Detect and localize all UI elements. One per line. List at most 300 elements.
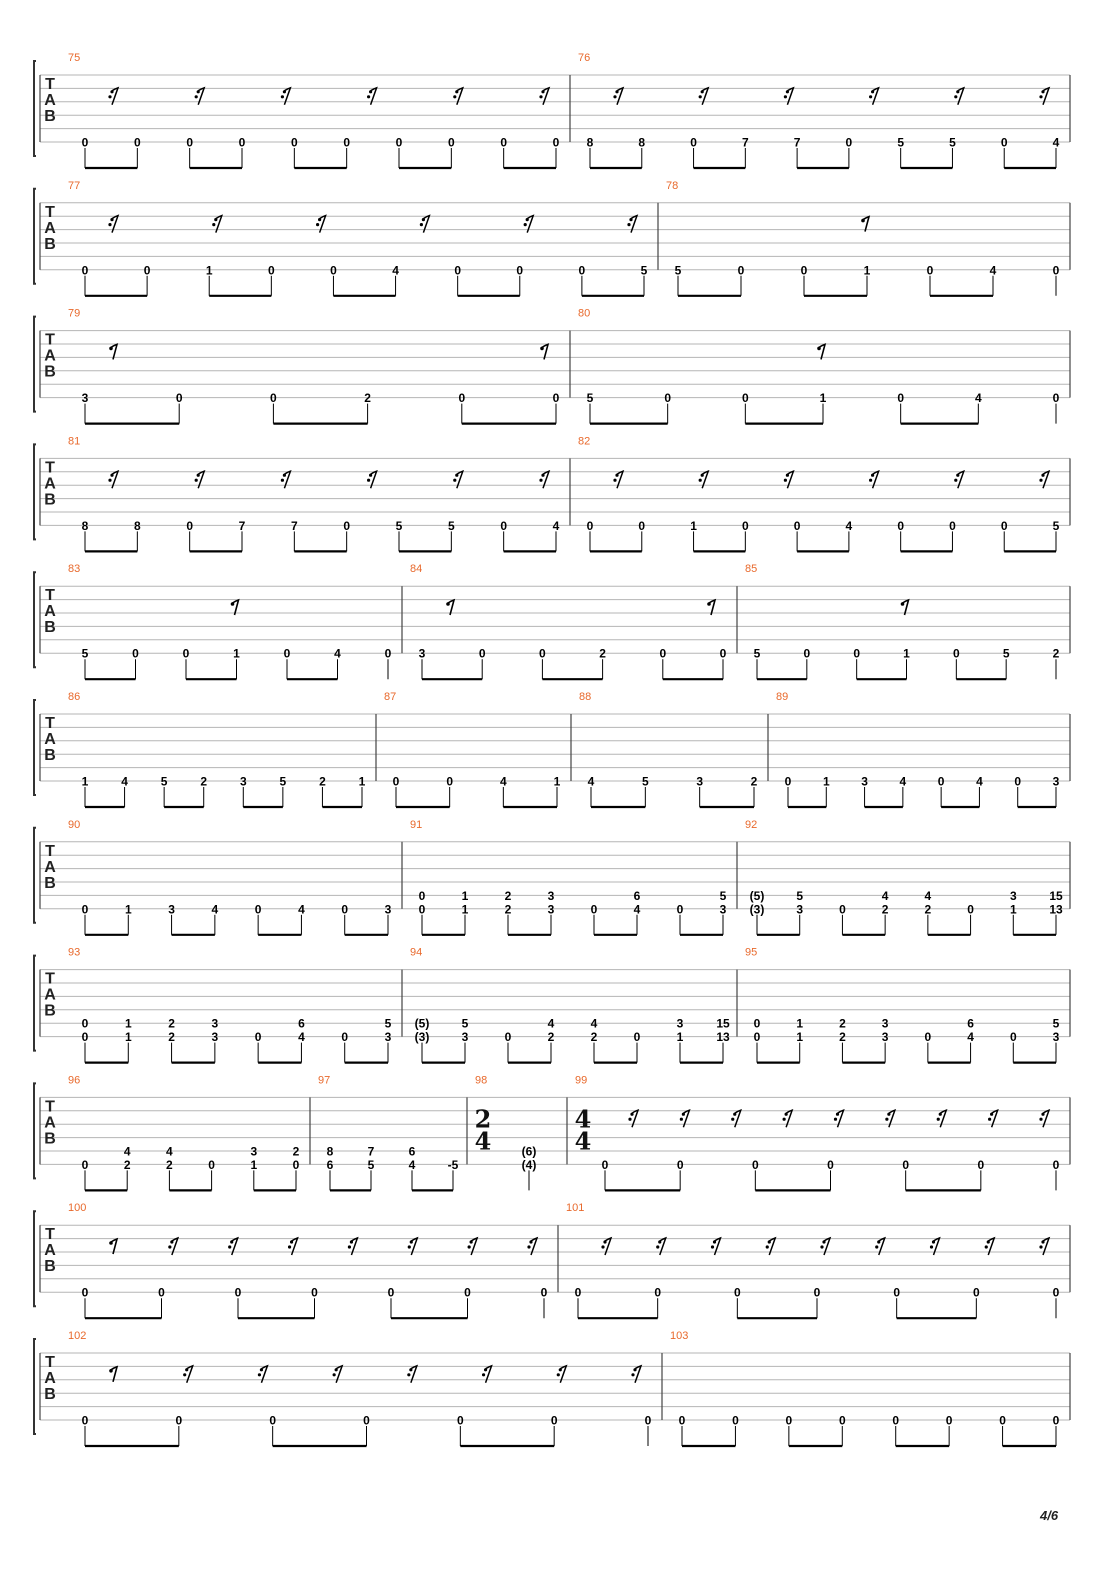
- bar-number: 79: [68, 307, 81, 320]
- tab-clef-letter: A: [44, 858, 56, 876]
- tab-clef-letter: A: [44, 92, 56, 109]
- bar-number: 77: [68, 179, 81, 192]
- tab-clef-letter: T: [45, 842, 55, 860]
- system-bracket: [34, 61, 36, 156]
- measure-77: [68, 180, 648, 296]
- fret-number: 4: [845, 518, 853, 533]
- measure-103: [662, 1330, 1060, 1446]
- measure-85: [737, 563, 1060, 679]
- fret-number: 0: [733, 1285, 741, 1300]
- fret-number: 6: [967, 1016, 974, 1031]
- tab-clef-letter: T: [45, 587, 55, 605]
- fret-number: 4: [1052, 135, 1060, 150]
- fret-number: 5: [395, 518, 403, 533]
- fret-number: 0: [269, 1413, 277, 1428]
- fret-number: 3: [796, 902, 804, 917]
- bar-number: 95: [745, 946, 758, 959]
- measure-98: [467, 1074, 536, 1190]
- fret-number: 0: [678, 1413, 686, 1428]
- fret-number: 0: [500, 518, 508, 533]
- tab-clef-letter: A: [44, 1114, 56, 1132]
- fret-number: 4: [881, 888, 889, 903]
- fret-number: 0: [81, 1413, 89, 1428]
- fret-number: 0: [839, 902, 846, 917]
- fret-number: 4: [899, 774, 907, 789]
- fret-number: 0: [638, 518, 646, 533]
- tab-clef-letter: B: [44, 874, 56, 892]
- fret-number: 0: [813, 1285, 821, 1300]
- fret-number: 0: [132, 646, 139, 661]
- tab-clef-letter: B: [44, 491, 56, 509]
- tab-clef-letter: B: [44, 1258, 56, 1276]
- fret-number: 4: [392, 263, 399, 278]
- measure-94: [402, 947, 730, 1063]
- system-bracket: [34, 572, 36, 667]
- fret-number: 2: [839, 1030, 846, 1045]
- tab-clef-letter: T: [45, 1098, 55, 1116]
- tab-clef-letter: B: [44, 619, 56, 637]
- fret-number: 5: [1002, 646, 1010, 661]
- tab-clef-letter: B: [44, 108, 56, 125]
- fret-number: 0: [81, 135, 89, 150]
- fret-number: 0: [676, 1157, 684, 1172]
- fret-number: 0: [343, 518, 351, 533]
- fret-number: 0: [784, 774, 792, 789]
- fret-number: 1: [819, 391, 827, 406]
- fret-number: 0: [238, 135, 246, 150]
- time-signature-digit: 4: [574, 1126, 592, 1156]
- fret-number: 0: [937, 774, 945, 789]
- fret-number: 2: [168, 1016, 175, 1031]
- fret-number: 1: [205, 263, 213, 278]
- fret-number: 0: [267, 263, 275, 278]
- fret-number: 0: [902, 1157, 910, 1172]
- fret-number: 3: [211, 1030, 219, 1045]
- tab-system: [34, 308, 1070, 424]
- fret-number: 6: [298, 1016, 305, 1031]
- fret-number: 5: [461, 1016, 469, 1031]
- fret-number: 0: [395, 135, 403, 150]
- tab-clef-letter: T: [45, 715, 55, 732]
- fret-number: 0: [827, 1157, 834, 1172]
- fret-number: 5: [641, 774, 649, 789]
- bar-number: 76: [578, 52, 591, 64]
- bar-number: 97: [318, 1074, 331, 1087]
- time-signature-digit: 4: [474, 1126, 492, 1156]
- fret-number: 0: [341, 1030, 349, 1045]
- fret-number: 1: [81, 774, 89, 789]
- measure-97: [310, 1074, 459, 1190]
- fret-number: 0: [1052, 1157, 1060, 1172]
- measure-88: [571, 691, 758, 807]
- tab-clef-letter: A: [44, 219, 56, 237]
- bar-number: 92: [745, 818, 758, 831]
- measure-75: [68, 52, 560, 168]
- tab-clef-letter: T: [45, 76, 55, 93]
- fret-number: 1: [461, 902, 469, 917]
- fret-number: 0: [753, 1016, 761, 1031]
- tab-system: [34, 1202, 1070, 1318]
- fret-number: 0: [659, 646, 667, 661]
- system-bracket: [34, 956, 36, 1051]
- fret-number: 0: [838, 1413, 846, 1428]
- fret-number: 0: [1000, 518, 1008, 533]
- measure-92: [737, 819, 1063, 935]
- fret-number: 1: [358, 774, 366, 789]
- tab-clef-letter: A: [44, 475, 56, 493]
- fret-number: 0: [384, 646, 392, 661]
- fret-number: 0: [464, 1285, 471, 1300]
- fret-number: 5: [796, 888, 804, 903]
- fret-number: 0: [972, 1285, 980, 1300]
- fret-number: 0: [81, 1157, 89, 1172]
- fret-number: 2: [881, 902, 889, 917]
- fret-number: 3: [861, 774, 868, 789]
- fret-number: 0: [633, 1030, 641, 1045]
- fret-number: 5: [753, 646, 761, 661]
- fret-number: 0: [516, 263, 524, 278]
- fret-number: 6: [326, 1157, 334, 1172]
- fret-number: 0: [977, 1157, 985, 1172]
- tab-clef-letter: B: [44, 1130, 56, 1148]
- fret-number: 6: [633, 888, 641, 903]
- fret-number: 0: [1014, 774, 1022, 789]
- fret-number: 0: [81, 1030, 89, 1045]
- fret-number: 3: [547, 902, 555, 917]
- fret-number: 6: [408, 1144, 416, 1159]
- fret-number: 2: [200, 774, 208, 789]
- bar-number: 81: [68, 435, 81, 448]
- fret-number: 3: [881, 1016, 889, 1031]
- measure-87: [376, 691, 561, 807]
- fret-number: 0: [601, 1157, 609, 1172]
- measure-89: [768, 691, 1060, 807]
- fret-number: 7: [290, 518, 298, 533]
- fret-number: 15: [716, 1016, 730, 1031]
- fret-number: 8: [586, 135, 594, 150]
- fret-number: 2: [319, 774, 326, 789]
- bar-number: 83: [68, 563, 81, 576]
- measure-82: [570, 435, 1060, 551]
- fret-number: 1: [124, 902, 132, 917]
- fret-number: 8: [81, 518, 89, 533]
- fret-number: 0: [387, 1285, 395, 1300]
- fret-number: 5: [1052, 518, 1060, 533]
- fret-number: 0: [1052, 1285, 1060, 1300]
- fret-number: 4: [121, 774, 128, 789]
- fret-number: 0: [81, 1016, 89, 1031]
- fret-number: -5: [447, 1157, 459, 1172]
- fret-number: 0: [446, 774, 454, 789]
- fret-number: 1: [676, 1030, 684, 1045]
- measure-100: [68, 1202, 548, 1318]
- tab-clef-letter: T: [45, 459, 55, 477]
- fret-number: 0: [478, 646, 486, 661]
- bar-number: 96: [68, 1074, 81, 1087]
- tab-clef-letter: B: [44, 363, 56, 381]
- fret-number: 0: [341, 902, 349, 917]
- fret-number: 0: [590, 902, 598, 917]
- fret-number: 0: [737, 263, 745, 278]
- fret-number: 0: [283, 646, 291, 661]
- fret-number: 0: [793, 518, 801, 533]
- fret-number: 3: [1052, 774, 1060, 789]
- fret-number: 2: [504, 902, 512, 917]
- fret-number: 0: [949, 518, 956, 533]
- fret-number: 0: [133, 135, 141, 150]
- bar-number: 101: [566, 1202, 585, 1215]
- fret-number: (5): [749, 888, 765, 903]
- fret-number: 1: [903, 646, 910, 661]
- fret-number: 0: [254, 1030, 262, 1045]
- fret-number: 4: [166, 1144, 173, 1159]
- tab-clef-letter: T: [45, 1354, 55, 1371]
- fret-number: 0: [343, 135, 351, 150]
- fret-number: 2: [599, 646, 606, 661]
- measure-80: [570, 308, 1060, 424]
- fret-number: 2: [839, 1016, 846, 1031]
- system-bracket: [34, 317, 36, 412]
- fret-number: 4: [552, 518, 560, 533]
- system-bracket: [34, 1211, 36, 1306]
- bar-number: 86: [68, 691, 81, 703]
- tab-system: [34, 691, 1070, 807]
- fret-number: 0: [690, 135, 697, 150]
- fret-number: 4: [298, 1030, 305, 1045]
- measure-78: [658, 180, 1060, 296]
- fret-number: 0: [456, 1413, 464, 1428]
- measure-76: [570, 52, 1060, 168]
- fret-number: 0: [552, 135, 560, 150]
- fret-number: 3: [81, 391, 89, 406]
- fret-number: 0: [926, 263, 934, 278]
- fret-number: 0: [539, 646, 546, 661]
- fret-number: 0: [893, 1285, 901, 1300]
- bar-number: 84: [410, 563, 423, 576]
- tab-clef-letter: A: [44, 986, 56, 1004]
- fret-number: 0: [270, 391, 277, 406]
- fret-number: 0: [143, 263, 151, 278]
- tab-clef-letter: A: [44, 347, 56, 365]
- fret-number: 0: [952, 646, 960, 661]
- fret-number: 0: [500, 135, 508, 150]
- bar-number: 80: [578, 307, 591, 320]
- fret-number: 5: [1052, 1016, 1060, 1031]
- bar-number: 102: [68, 1330, 87, 1342]
- fret-number: 4: [334, 646, 341, 661]
- fret-number: 2: [547, 1030, 555, 1045]
- fret-number: 0: [504, 1030, 512, 1045]
- measure-101: [558, 1202, 1060, 1318]
- fret-number: 0: [644, 1413, 652, 1428]
- fret-number: 0: [447, 135, 455, 150]
- fret-number: 0: [751, 1157, 759, 1172]
- fret-number: 0: [892, 1413, 900, 1428]
- fret-number: 0: [785, 1413, 793, 1428]
- fret-number: (6): [521, 1144, 537, 1159]
- bar-number: 90: [68, 818, 81, 831]
- measure-86: [68, 691, 366, 807]
- fret-number: 3: [168, 902, 175, 917]
- fret-number: 13: [1049, 902, 1063, 917]
- fret-number: 0: [732, 1413, 739, 1428]
- fret-number: 0: [81, 902, 89, 917]
- fret-number: 4: [298, 902, 305, 917]
- fret-number: 3: [461, 1030, 469, 1045]
- fret-number: 7: [367, 1144, 375, 1159]
- fret-number: 2: [168, 1030, 175, 1045]
- fret-number: 0: [753, 1030, 761, 1045]
- tab-clef-letter: A: [44, 731, 56, 748]
- bar-number: 100: [68, 1202, 87, 1215]
- fret-number: 0: [800, 263, 808, 278]
- fret-number: 5: [384, 1016, 392, 1031]
- fret-number: 0: [1052, 391, 1060, 406]
- tab-system: [34, 563, 1070, 679]
- fret-number: 4: [974, 391, 982, 406]
- fret-number: 0: [924, 1030, 932, 1045]
- fret-number: 0: [719, 646, 727, 661]
- fret-number: 0: [392, 774, 400, 789]
- fret-number: 1: [124, 1030, 132, 1045]
- measure-95: [737, 947, 1060, 1063]
- fret-number: 4: [976, 774, 983, 789]
- fret-number: 0: [175, 1413, 183, 1428]
- tab-system: [34, 819, 1070, 935]
- fret-number: 2: [924, 902, 932, 917]
- fret-number: 3: [250, 1144, 258, 1159]
- system-bracket: [34, 1083, 36, 1178]
- fret-number: 0: [578, 263, 586, 278]
- fret-number: 1: [124, 1016, 132, 1031]
- fret-number: 0: [897, 518, 905, 533]
- system-bracket: [34, 444, 36, 539]
- fret-number: 0: [311, 1285, 318, 1300]
- fret-number: 4: [967, 1030, 974, 1045]
- tab-clef-letter: A: [44, 1370, 56, 1387]
- fret-number: 0: [186, 135, 194, 150]
- tab-system: [34, 1074, 1070, 1190]
- tab-clef-letter: T: [45, 203, 55, 221]
- fret-number: 0: [1009, 1030, 1017, 1045]
- fret-number: 0: [458, 391, 466, 406]
- fret-number: 0: [175, 391, 183, 406]
- fret-number: 5: [586, 391, 594, 406]
- tab-clef-letter: B: [44, 1002, 56, 1020]
- fret-number: 1: [796, 1016, 804, 1031]
- fret-number: 4: [587, 774, 595, 789]
- fret-number: 5: [719, 888, 727, 903]
- fret-number: 1: [822, 774, 830, 789]
- fret-number: 0: [81, 1285, 89, 1300]
- fret-number: 5: [160, 774, 168, 789]
- fret-number: 5: [447, 518, 455, 533]
- fret-number: 0: [234, 1285, 242, 1300]
- tab-clef-letter: A: [44, 1242, 56, 1260]
- system-bracket: [34, 189, 36, 284]
- fret-number: 0: [208, 1157, 215, 1172]
- bar-number: 89: [776, 691, 789, 703]
- fret-number: 0: [967, 902, 974, 917]
- tab-clef-letter: T: [45, 970, 55, 988]
- fret-number: 0: [363, 1413, 370, 1428]
- tab-clef-letter: A: [44, 603, 56, 621]
- fret-number: 2: [1052, 646, 1060, 661]
- fret-number: 3: [384, 1030, 392, 1045]
- fret-number: 1: [553, 774, 561, 789]
- fret-number: 0: [182, 646, 190, 661]
- fret-number: 0: [897, 391, 905, 406]
- fret-number: 2: [504, 888, 512, 903]
- fret-number: (5): [414, 1016, 430, 1031]
- fret-number: 0: [803, 646, 811, 661]
- fret-number: 0: [418, 888, 426, 903]
- fret-number: 3: [719, 902, 727, 917]
- bar-number: 91: [410, 818, 423, 831]
- fret-number: 3: [881, 1030, 889, 1045]
- tab-clef-letter: T: [45, 331, 55, 349]
- fret-number: 5: [81, 646, 89, 661]
- bar-number: 98: [475, 1074, 488, 1087]
- system-bracket: [34, 1339, 36, 1434]
- fret-number: 0: [186, 518, 194, 533]
- fret-number: 3: [239, 774, 247, 789]
- fret-number: 4: [924, 888, 932, 903]
- fret-number: 5: [897, 135, 905, 150]
- fret-number: 0: [676, 902, 684, 917]
- fret-number: 4: [211, 902, 219, 917]
- measure-91: [402, 819, 727, 935]
- measure-84: [402, 563, 727, 679]
- fret-number: 0: [1000, 135, 1008, 150]
- tab-clef-letter: B: [44, 747, 56, 764]
- measure-90: [68, 819, 392, 935]
- fret-number: 7: [793, 135, 801, 150]
- fret-number: 0: [418, 902, 426, 917]
- time-signature-digit: 2: [474, 1104, 492, 1134]
- fret-number: 3: [547, 888, 555, 903]
- bar-number: 103: [670, 1330, 689, 1342]
- fret-number: 0: [654, 1285, 662, 1300]
- fret-number: 0: [574, 1285, 582, 1300]
- fret-number: 0: [586, 518, 594, 533]
- fret-number: 2: [590, 1030, 598, 1045]
- fret-number: 1: [690, 518, 697, 533]
- fret-number: 2: [750, 774, 758, 789]
- bar-number: 75: [68, 52, 81, 64]
- fret-number: 4: [590, 1016, 598, 1031]
- bar-number: 87: [384, 691, 397, 703]
- tab-system: [34, 52, 1070, 168]
- fret-number: 0: [845, 135, 853, 150]
- fret-number: 15: [1049, 888, 1063, 903]
- tab-system: [34, 180, 1070, 296]
- fret-number: 0: [741, 391, 749, 406]
- fret-number: 7: [741, 135, 749, 150]
- measure-81: [68, 435, 560, 551]
- fret-number: 0: [741, 518, 749, 533]
- fret-number: 1: [461, 888, 469, 903]
- fret-number: 0: [1052, 1413, 1060, 1428]
- fret-number: 1: [1009, 902, 1017, 917]
- fret-number: 5: [674, 263, 682, 278]
- fret-number: 0: [552, 391, 560, 406]
- measure-79: [68, 308, 560, 424]
- tab-clef-letter: B: [44, 235, 56, 253]
- fret-number: 0: [540, 1285, 548, 1300]
- fret-number: 7: [238, 518, 246, 533]
- fret-number: 8: [326, 1144, 334, 1159]
